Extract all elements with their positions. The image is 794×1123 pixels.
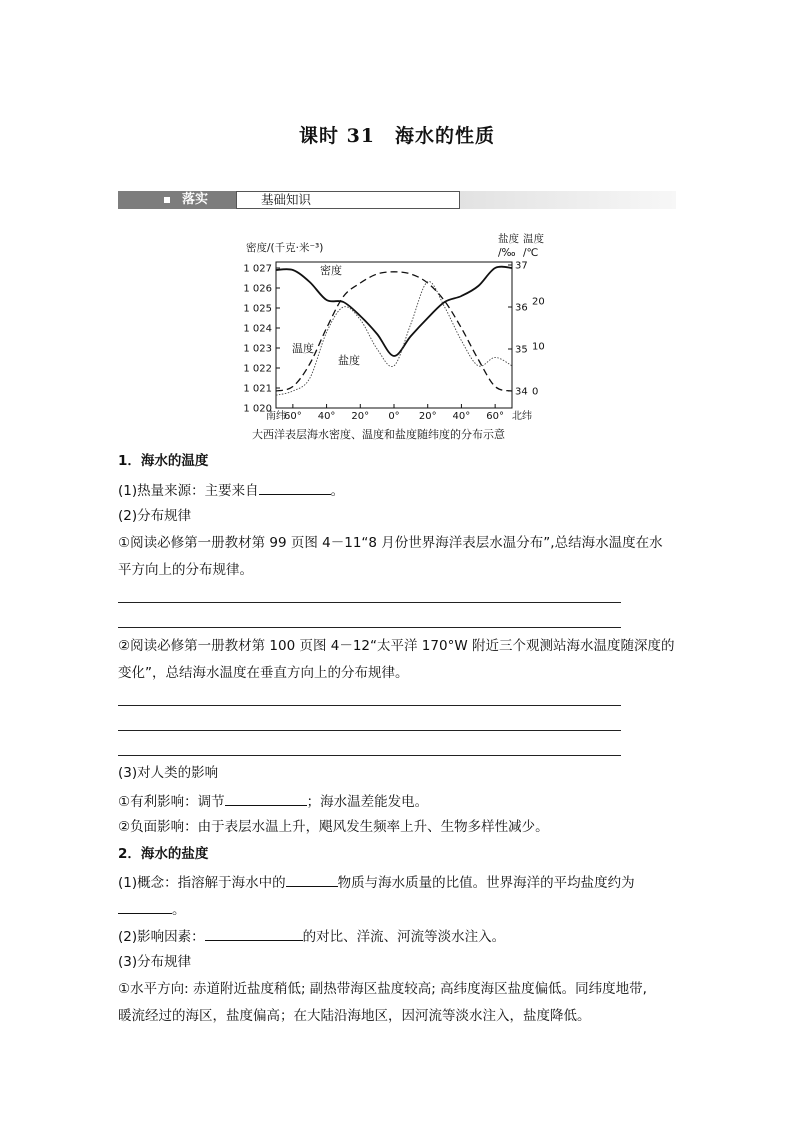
- banner-tag-text: 落实: [182, 192, 209, 207]
- s2-q1-end: 。: [118, 899, 186, 919]
- square-bullet-icon: [164, 197, 170, 203]
- left-tick-label: 1 022: [243, 363, 272, 375]
- section-banner: [118, 191, 676, 209]
- blank-average-salinity[interactable]: [118, 899, 172, 914]
- left-tick-label: 1 026: [243, 283, 272, 295]
- banner-tag: [118, 191, 236, 209]
- s1-q3a: ①有利影响：调节 ；海水温差能发电。: [118, 791, 428, 811]
- left-tick-label: 1 023: [243, 343, 272, 355]
- s1-q2a-line1: ①阅读必修第一册教材第 99 页图 4－11“8 月份世界海洋表层水温分布”,总结海水温度在水: [118, 535, 663, 551]
- left-tick-label: 1 025: [243, 303, 272, 315]
- temperature-axis-unit: /℃: [523, 247, 539, 259]
- left-tick-label: 1 020: [243, 403, 272, 415]
- temperature-series-label: 温度: [292, 342, 314, 355]
- answer-line[interactable]: [118, 705, 621, 706]
- left-tick-label: 1 024: [243, 323, 272, 335]
- temperature-axis-label: 温度: [523, 233, 544, 245]
- banner-label: 基础知识: [236, 191, 460, 209]
- x-tick-label: 60°: [486, 411, 505, 422]
- s1-q3b: ②负面影响：由于表层水温上升，飓风发生频率上升、生物多样性减少。: [118, 819, 549, 835]
- x-tick-label: 40°: [452, 411, 471, 422]
- salinity-axis-label: 盐度: [498, 233, 519, 245]
- blank-solute[interactable]: [286, 872, 338, 887]
- salinity-tick-label: 36: [515, 302, 528, 314]
- s1-q2: (2)分布规律: [118, 508, 192, 524]
- blank-regulate[interactable]: [225, 791, 307, 806]
- x-tick-label: 北纬: [512, 411, 532, 422]
- salinity-tick-label: 35: [515, 344, 528, 356]
- chart-caption: 大西洋表层海水密度、温度和盐度随纬度的分布示意: [252, 428, 505, 441]
- salinity-tick-label: 34: [515, 386, 528, 398]
- temperature-tick-label: 10: [532, 341, 545, 353]
- salinity-tick-label: 37: [515, 260, 528, 272]
- left-axis-label: 密度/(千克·米⁻³): [246, 242, 324, 254]
- x-tick-label: 60°: [283, 411, 302, 422]
- x-tick-label: 20°: [418, 411, 437, 422]
- s2-q2: (2)影响因素： 的对比、洋流、河流等淡水注入。: [118, 926, 505, 946]
- s1-q1: (1)热量来源：主要来自 。: [118, 480, 344, 500]
- s1-q2b-line2: 变化”，总结海水温度在垂直方向上的分布规律。: [118, 665, 409, 681]
- s2-q3a-line1: ①水平方向: 赤道附近盐度稍低; 副热带海区盐度较高; 高纬度海区盐度偏低。同纬度地带,: [118, 981, 647, 997]
- section2-heading: 2．海水的盐度: [118, 846, 209, 862]
- s2-q1: (1)概念：指溶解于海水中的 物质与海水质量的比值。世界海洋的平均盐度约为: [118, 872, 635, 892]
- x-tick-label: 南纬: [266, 411, 286, 422]
- temperature-tick-label: 20: [532, 296, 545, 308]
- answer-line[interactable]: [118, 627, 621, 628]
- left-tick-label: 1 021: [243, 383, 272, 395]
- answer-line[interactable]: [118, 602, 621, 603]
- left-tick-label: 1 027: [243, 263, 272, 275]
- s1-q2b-line1: ②阅读必修第一册教材第 100 页图 4－12“太平洋 170°W 附近三个观测站海水温度随深度的: [118, 638, 675, 654]
- temperature-tick-group: [532, 297, 545, 398]
- section1-heading: 1．海水的温度: [118, 453, 209, 469]
- temperature-series-line: [276, 272, 512, 391]
- answer-line[interactable]: [118, 755, 621, 756]
- salinity-series-label: 盐度: [338, 354, 360, 367]
- x-tick-group: [266, 404, 532, 422]
- s2-q3: (3)分布规律: [118, 954, 192, 970]
- blank-heat-source[interactable]: [259, 480, 331, 495]
- density-series-label: 密度: [320, 264, 342, 277]
- x-tick-label: 0°: [388, 411, 400, 422]
- x-tick-label: 40°: [317, 411, 336, 422]
- salinity-series-line: [276, 282, 512, 396]
- left-tick-group: [243, 264, 280, 415]
- s2-q3a-line2: 暖流经过的海区，盐度偏高；在大陆沿海地区，因河流等淡水注入，盐度降低。: [118, 1008, 591, 1024]
- temperature-tick-label: 0: [532, 386, 539, 398]
- salinity-axis-unit: /‰: [498, 247, 516, 259]
- ocean-chart: [240, 228, 560, 446]
- s1-q2a-line2: 平方向上的分布规律。: [118, 562, 253, 578]
- page-title: 课时 31 海水的性质: [298, 125, 496, 147]
- salinity-tick-group: [508, 261, 528, 398]
- answer-line[interactable]: [118, 730, 621, 731]
- x-tick-label: 20°: [351, 411, 370, 422]
- s1-q3: (3)对人类的影响: [118, 765, 219, 781]
- blank-factors[interactable]: [205, 926, 303, 941]
